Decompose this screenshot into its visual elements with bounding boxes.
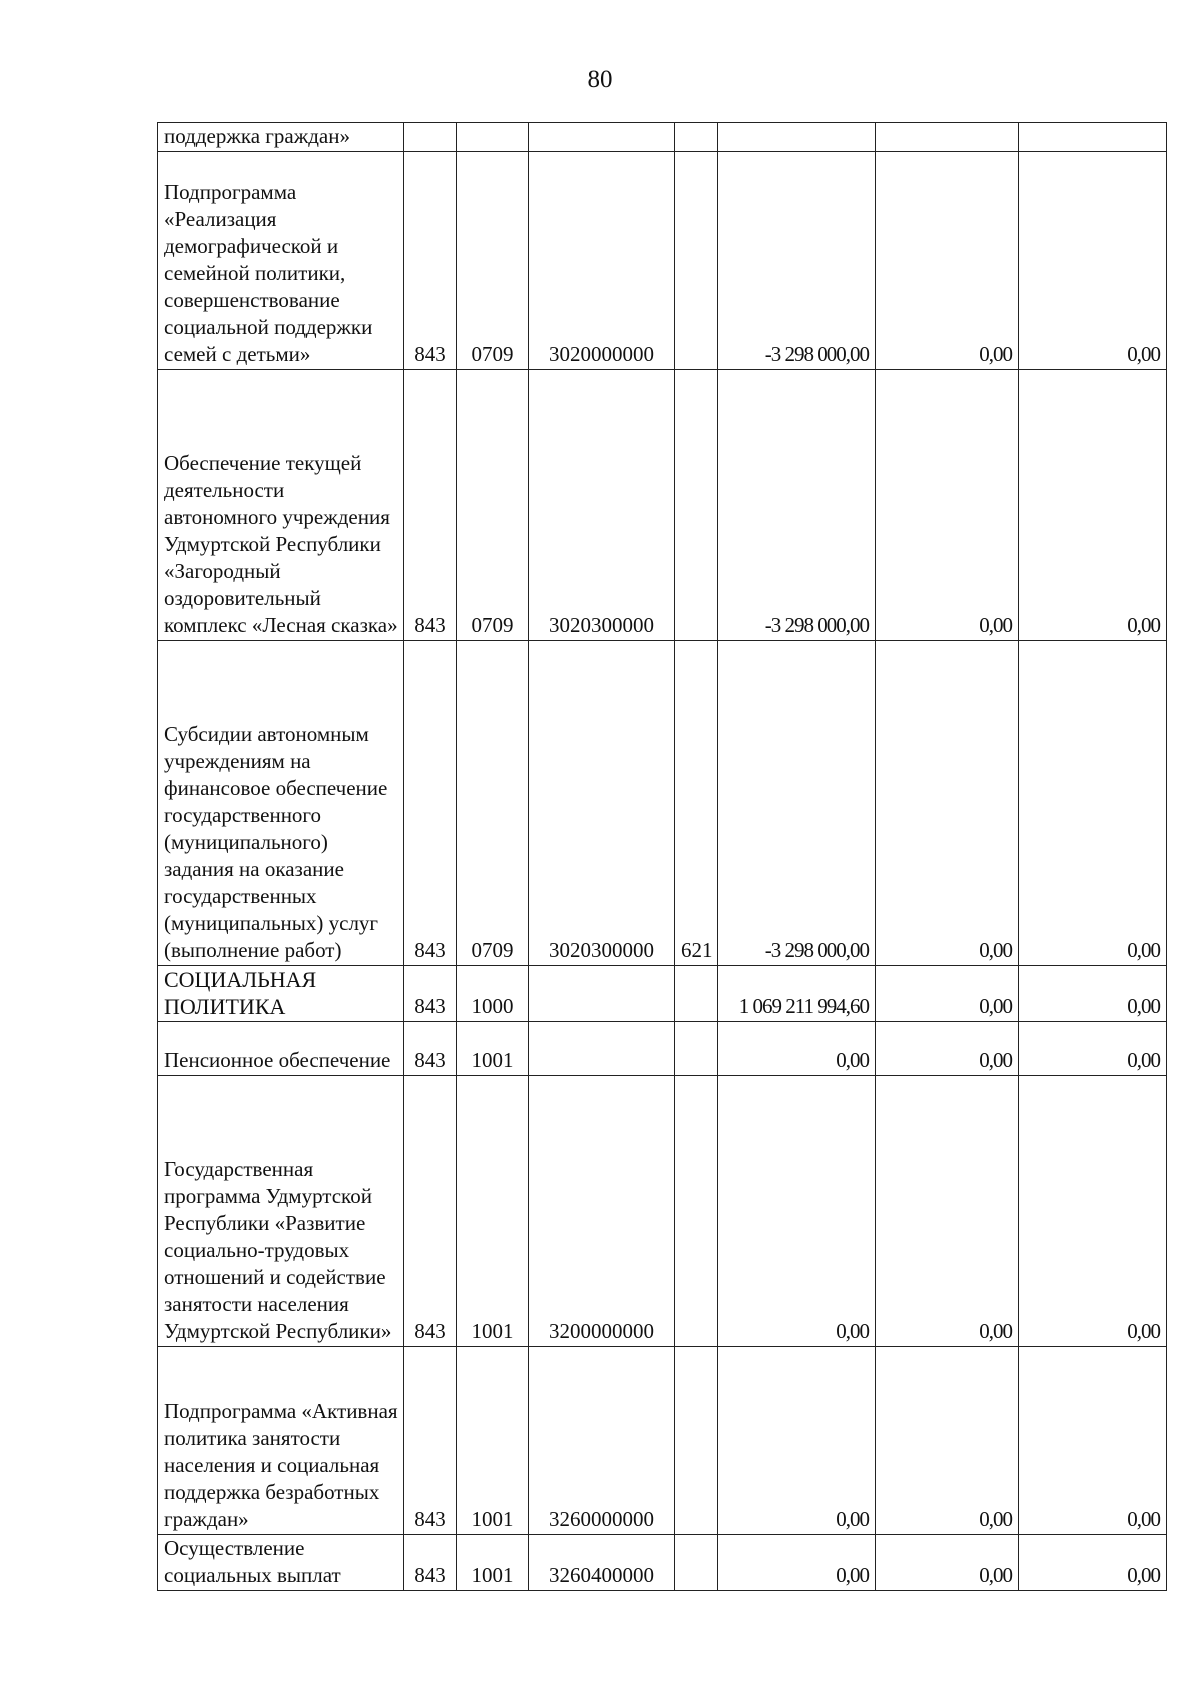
cell-grbs: 843 <box>404 1535 457 1591</box>
cell-sum-3: 0,00 <box>1019 370 1167 641</box>
cell-sum-1: 0,00 <box>718 1535 876 1591</box>
cell-section: 1001 <box>457 1022 529 1076</box>
cell-sum-1: -3 298 000,00 <box>718 641 876 966</box>
cell-name: Осуществление социальных выплат <box>158 1535 404 1591</box>
cell-sum-2 <box>876 123 1019 152</box>
cell-grbs: 843 <box>404 152 457 370</box>
cell-grbs: 843 <box>404 1347 457 1535</box>
cell-grbs: 843 <box>404 370 457 641</box>
cell-section: 0709 <box>457 641 529 966</box>
cell-name: поддержка граждан» <box>158 123 404 152</box>
cell-sum-3: 0,00 <box>1019 1535 1167 1591</box>
cell-sum-1 <box>718 123 876 152</box>
cell-name: СОЦИАЛЬНАЯ ПОЛИТИКА <box>158 966 404 1022</box>
cell-sum-2: 0,00 <box>876 1076 1019 1347</box>
cell-expense-type <box>675 1076 718 1347</box>
cell-sum-3 <box>1019 123 1167 152</box>
cell-section: 1000 <box>457 966 529 1022</box>
cell-grbs <box>404 123 457 152</box>
page-number: 80 <box>587 66 613 93</box>
cell-expense-type: 621 <box>675 641 718 966</box>
cell-expense-type <box>675 123 718 152</box>
cell-name: Подпрограмма «Реализация демографической и семейной политики, совершенствование социальной поддержки семей с детьми» <box>158 152 404 370</box>
cell-sum-2: 0,00 <box>876 370 1019 641</box>
budget-table-body <box>158 123 1167 1591</box>
cell-sum-3: 0,00 <box>1019 152 1167 370</box>
cell-name: Пенсионное обеспечение <box>158 1022 404 1076</box>
cell-sum-1: 0,00 <box>718 1347 876 1535</box>
table-row <box>158 1535 1167 1591</box>
cell-target-article: 3020300000 <box>529 641 675 966</box>
table-row <box>158 123 1167 152</box>
cell-section: 0709 <box>457 152 529 370</box>
cell-target-article: 3020000000 <box>529 152 675 370</box>
cell-section: 1001 <box>457 1535 529 1591</box>
cell-grbs: 843 <box>404 1076 457 1347</box>
table-row <box>158 1022 1167 1076</box>
cell-section <box>457 123 529 152</box>
cell-target-article: 3260400000 <box>529 1535 675 1591</box>
cell-sum-2: 0,00 <box>876 641 1019 966</box>
cell-expense-type <box>675 152 718 370</box>
cell-sum-2: 0,00 <box>876 152 1019 370</box>
cell-expense-type <box>675 370 718 641</box>
cell-sum-2: 0,00 <box>876 1347 1019 1535</box>
table-row <box>158 966 1167 1022</box>
table-row <box>158 370 1167 641</box>
cell-sum-2: 0,00 <box>876 1022 1019 1076</box>
cell-sum-1: 0,00 <box>718 1022 876 1076</box>
cell-sum-3: 0,00 <box>1019 1022 1167 1076</box>
table-row <box>158 152 1167 370</box>
cell-name: Подпрограмма «Активная политика занятости населения и социальная поддержка безработных граждан» <box>158 1347 404 1535</box>
cell-sum-3: 0,00 <box>1019 966 1167 1022</box>
cell-grbs: 843 <box>404 1022 457 1076</box>
cell-sum-3: 0,00 <box>1019 1076 1167 1347</box>
cell-target-article <box>529 966 675 1022</box>
cell-expense-type <box>675 966 718 1022</box>
cell-target-article <box>529 123 675 152</box>
cell-name: Субсидии автономным учреждениям на финансовое обеспечение государственного (муниципального) задания на оказание государственных (муниципальных) услуг (выполнение работ) <box>158 641 404 966</box>
cell-name: Обеспечение текущей деятельности автономного учреждения Удмуртской Республики «Загородный оздоровительный комплекс «Лесная сказка» <box>158 370 404 641</box>
cell-grbs: 843 <box>404 966 457 1022</box>
cell-expense-type <box>675 1535 718 1591</box>
table-row <box>158 1347 1167 1535</box>
budget-table <box>157 122 1167 1591</box>
cell-expense-type <box>675 1347 718 1535</box>
cell-sum-1: 1 069 211 994,60 <box>718 966 876 1022</box>
cell-section: 0709 <box>457 370 529 641</box>
cell-expense-type <box>675 1022 718 1076</box>
cell-sum-2: 0,00 <box>876 966 1019 1022</box>
cell-sum-1: 0,00 <box>718 1076 876 1347</box>
cell-section: 1001 <box>457 1076 529 1347</box>
cell-sum-1: -3 298 000,00 <box>718 152 876 370</box>
table-row <box>158 641 1167 966</box>
cell-name: Государственная программа Удмуртской Республики «Развитие социально-трудовых отношений и содействие занятости населения Удмуртской Республики» <box>158 1076 404 1347</box>
cell-grbs: 843 <box>404 641 457 966</box>
cell-target-article: 3020300000 <box>529 370 675 641</box>
cell-target-article: 3260000000 <box>529 1347 675 1535</box>
cell-sum-3: 0,00 <box>1019 1347 1167 1535</box>
cell-target-article: 3200000000 <box>529 1076 675 1347</box>
cell-sum-1: -3 298 000,00 <box>718 370 876 641</box>
cell-sum-2: 0,00 <box>876 1535 1019 1591</box>
cell-section: 1001 <box>457 1347 529 1535</box>
cell-target-article <box>529 1022 675 1076</box>
cell-sum-3: 0,00 <box>1019 641 1167 966</box>
table-row <box>158 1076 1167 1347</box>
